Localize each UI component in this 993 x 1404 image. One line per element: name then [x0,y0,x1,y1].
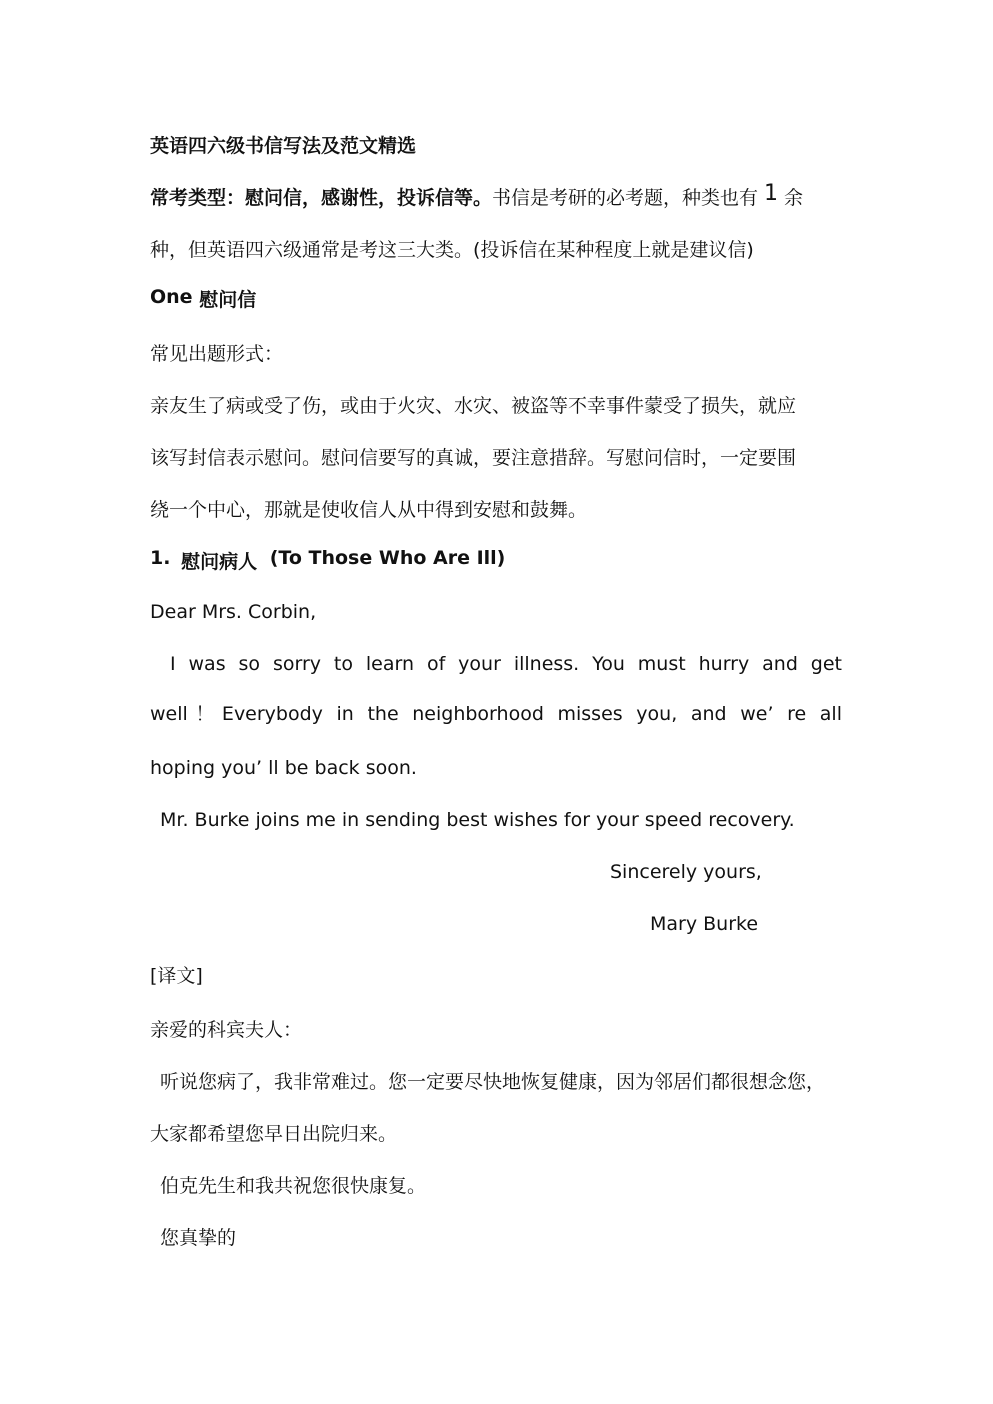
translation-salutation: 亲爱的科宾夫人： [150,1019,303,1041]
intro-text-part2: 余 [784,187,804,209]
letter-body-line-2: well！Everybody in the neighborhood misses you, and we’ re all [150,703,842,725]
section-one-title: 慰问信 [199,289,257,311]
example1-title-cn: 慰问病人 [181,551,258,573]
translation-label: [译文] [150,965,203,987]
description-line-2: 该写封信表示慰问。慰问信要写的真诚，要注意措辞。写慰问信时，一定要围 [150,447,797,469]
intro-text-part1: 书信是考研的必考题，种类也有 [492,187,759,209]
example1-title-en: (To Those Who Are Ill) [269,547,506,569]
description-line-1: 亲友生了病或受了伤，或由于火灾、水灾、被盗等不幸事件蒙受了损失，就应 [150,395,797,417]
section-one-heading [150,288,256,312]
letter-body-line-1: I was so sorry to learn of your illness. You must hurry and get [170,653,842,675]
intro-number: 1 [764,181,779,206]
letter-salutation: Dear Mrs. Corbin, [150,601,317,623]
letter-sign-off: Sincerely yours, [610,861,762,883]
example1-number: 1. [150,547,171,569]
letter-body-line-3: hoping you’ ll be back soon. [150,757,417,779]
intro-bold-lead: 常考类型：慰问信，感谢性，投诉信等。 [150,187,493,209]
common-forms-label: 常见出题形式： [150,343,284,365]
intro-line-1 [150,181,804,210]
letter-closing-paragraph: Mr. Burke joins me in sending best wishes for your speed recovery. [160,809,795,831]
translation-body-line-1: 听说您病了，我非常难过。您一定要尽快地恢复健康，因为邻居们都很想念您， [160,1071,826,1093]
translation-body-line-2: 大家都希望您早日出院归来。 [150,1123,398,1145]
example1-heading [150,546,506,573]
description-line-3: 绕一个中心，那就是使收信人从中得到安慰和鼓舞。 [150,499,588,521]
document-title: 英语四六级书信写法及范文精选 [150,135,417,157]
section-one-label: One [150,286,193,308]
translation-closing-paragraph: 伯克先生和我共祝您很快康复。 [160,1175,427,1197]
intro-line-2: 种，但英语四六级通常是考这三大类。(投诉信在某种程度上就是建议信) [150,239,754,261]
letter-signature: Mary Burke [650,913,759,935]
translation-sign-off: 您真挚的 [160,1227,237,1249]
